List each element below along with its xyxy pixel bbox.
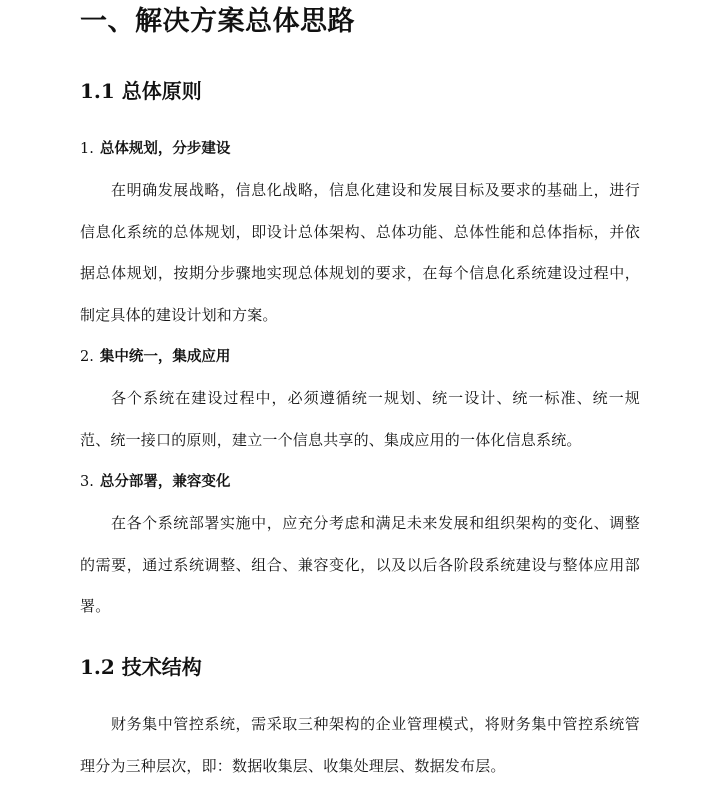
technical-structure-paragraph: 财务集中管控系统，需采取三种架构的企业管理模式，将财务集中管控系统管理分为三种层次，即：数据收集层、收集处理层、数据发布层。 xyxy=(80,715,640,775)
principle-title: 总体规划，分步建设 xyxy=(99,140,231,157)
principle-number: 3. xyxy=(80,474,94,490)
section-heading-1-2 xyxy=(80,653,202,681)
section-heading-1-1 xyxy=(80,77,202,105)
main-heading: 一、解决方案总体思路 xyxy=(80,6,355,37)
principle-paragraph-1: 在明确发展战略，信息化战略，信息化建设和发展目标及要求的基础上，进行信息化系统的总体规划，即设计总体架构、总体功能、总体性能和总体指标，并依据总体规划，按期分步骤地实现总体规划的要求，在每个信息化系统建设过程中，制定具体的建设计划和方案。 xyxy=(80,181,640,324)
section-title: 技术结构 xyxy=(121,655,202,679)
principle-number: 1. xyxy=(80,141,94,157)
principle-heading-2 xyxy=(80,346,230,368)
principle-heading-3 xyxy=(80,471,230,493)
principle-title: 集中统一，集成应用 xyxy=(99,348,231,365)
section-number: 1.1 xyxy=(80,79,115,103)
section-title: 总体原则 xyxy=(121,79,202,103)
principle-title: 总分部署，兼容变化 xyxy=(99,473,231,490)
principle-paragraph-2: 各个系统在建设过程中，必须遵循统一规划、统一设计、统一标准、统一规范、统一接口的原则，建立一个信息共享的、集成应用的一体化信息系统。 xyxy=(80,389,640,449)
principle-paragraph-3: 在各个系统部署实施中，应充分考虑和满足未来发展和组织架构的变化、调整的需要，通过系统调整、组合、兼容变化，以及以后各阶段系统建设与整体应用部署。 xyxy=(80,514,640,615)
section-number: 1.2 xyxy=(80,655,115,679)
principle-number: 2. xyxy=(80,349,94,365)
principle-heading-1 xyxy=(80,138,230,160)
